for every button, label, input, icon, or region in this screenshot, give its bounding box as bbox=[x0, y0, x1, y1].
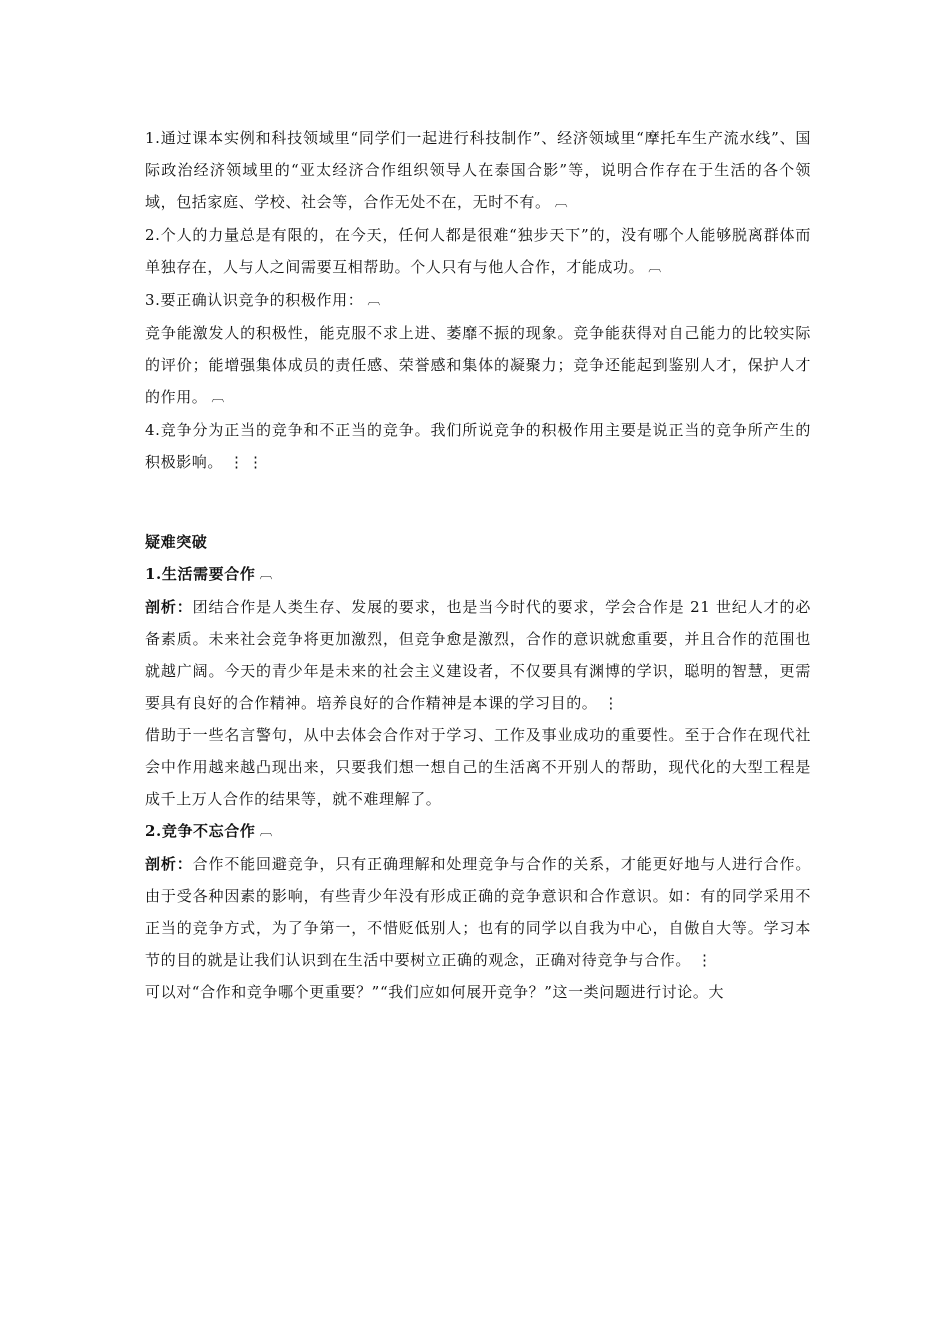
subsection-1-analysis bbox=[145, 591, 811, 719]
line-break-mark: ︹ bbox=[554, 195, 568, 210]
analysis-label: 剖析： bbox=[145, 598, 193, 616]
line-break-mark: ︹ bbox=[259, 567, 273, 582]
intro-paragraph-3-text: 3.要正确认识竞争的积极作用： bbox=[145, 291, 364, 309]
intro-paragraph-4 bbox=[145, 317, 811, 414]
line-break-mark: ︹ bbox=[259, 824, 273, 839]
subsection-1-analysis-text: 团结合作是人类生存、发展的要求，也是当今时代的要求，学会合作是 21 世纪人才的必备素质。未来社会竞争将更加激烈，但竞争愈是激烈，合作的意识就愈重要，并且合作的范围也就越广阔。今天的青少年是未来的社会主义建设者，不仅要具有渊博的学识，聪明的智慧，更需要具有良好的合作精神。培养良好的合作精神是本课的学习目的。 bbox=[145, 598, 811, 712]
intro-paragraph-3 bbox=[145, 284, 811, 317]
line-break-mark: ︹ bbox=[648, 260, 662, 275]
section-gap bbox=[145, 478, 811, 526]
line-break-mark: ︹ bbox=[211, 390, 225, 405]
analysis-label: 剖析： bbox=[145, 855, 193, 873]
continuation-dots: ⋮ bbox=[603, 694, 623, 712]
continuation-dots: ⋮⋮ bbox=[229, 453, 268, 471]
intro-paragraph-5-text: 4.竞争分为正当的竞争和不正当的竞争。我们所说竞争的积极作用主要是说正当的竞争所产生的积极影响。 bbox=[145, 421, 811, 471]
document-page bbox=[145, 122, 811, 1008]
subsection-1-extra: 借助于一些名言警句，从中去体会合作对于学习、工作及事业成功的重要性。至于合作在现代社会中作用越来越凸现出来，只要我们想一想自己的生活离不开别人的帮助，现代化的大型工程是成千上万人合作的结果等，就不难理解了。 bbox=[145, 726, 811, 808]
intro-paragraph-5 bbox=[145, 414, 811, 478]
subsection-1-heading-text: 1.生活需要合作 bbox=[145, 565, 256, 583]
intro-paragraph-1-text: 1.通过课本实例和科技领域里“同学们一起进行科技制作”、经济领域里“摩托车生产流水线”、国际政治经济领域里的“亚太经济合作组织领导人在泰国合影”等，说明合作存在于生活的各个领域，包括家庭、学校、社会等，合作无处不在，无时不有。 bbox=[145, 129, 811, 211]
subsection-2-analysis-text: 合作不能回避竞争，只有正确理解和处理竞争与合作的关系，才能更好地与人进行合作。由于受各种因素的影响，有些青少年没有形成正确的竞争意识和合作意识。如：有的同学采用不正当的竞争方式，为了争第一，不惜贬低别人；也有的同学以自我为中心，自傲自大等。学习本节的目的就是让我们认识到在生活中要树立正确的观念，正确对待竞争与合作。 bbox=[145, 855, 811, 969]
subsection-2-analysis bbox=[145, 848, 811, 976]
subsection-2-heading bbox=[145, 815, 811, 848]
intro-paragraph-1 bbox=[145, 122, 811, 219]
intro-paragraph-4-text: 竞争能激发人的积极性，能克服不求上进、萎靡不振的现象。竞争能获得对自己能力的比较实际的评价；能增强集体成员的责任感、荣誉感和集体的凝聚力；竞争还能起到鉴别人才，保护人才的作用。 bbox=[145, 324, 811, 406]
intro-paragraph-2 bbox=[145, 219, 811, 284]
intro-paragraph-2-text: 2.个人的力量总是有限的，在今天，任何人都是很难“独步天下”的，没有哪个人能够脱离群体而单独存在，人与人之间需要互相帮助。个人只有与他人合作，才能成功。 bbox=[145, 226, 811, 276]
subsection-2-heading-text: 2.竞争不忘合作 bbox=[145, 822, 256, 840]
subsection-2-extra: 可以对“合作和竞争哪个更重要？”“我们应如何展开竞争？”这一类问题进行讨论。大 bbox=[145, 983, 725, 1001]
line-break-mark: ︹ bbox=[367, 293, 381, 308]
section-title: 疑难突破 bbox=[145, 533, 208, 551]
subsection-1-heading bbox=[145, 558, 811, 591]
continuation-dots: ⋮ bbox=[697, 951, 717, 969]
